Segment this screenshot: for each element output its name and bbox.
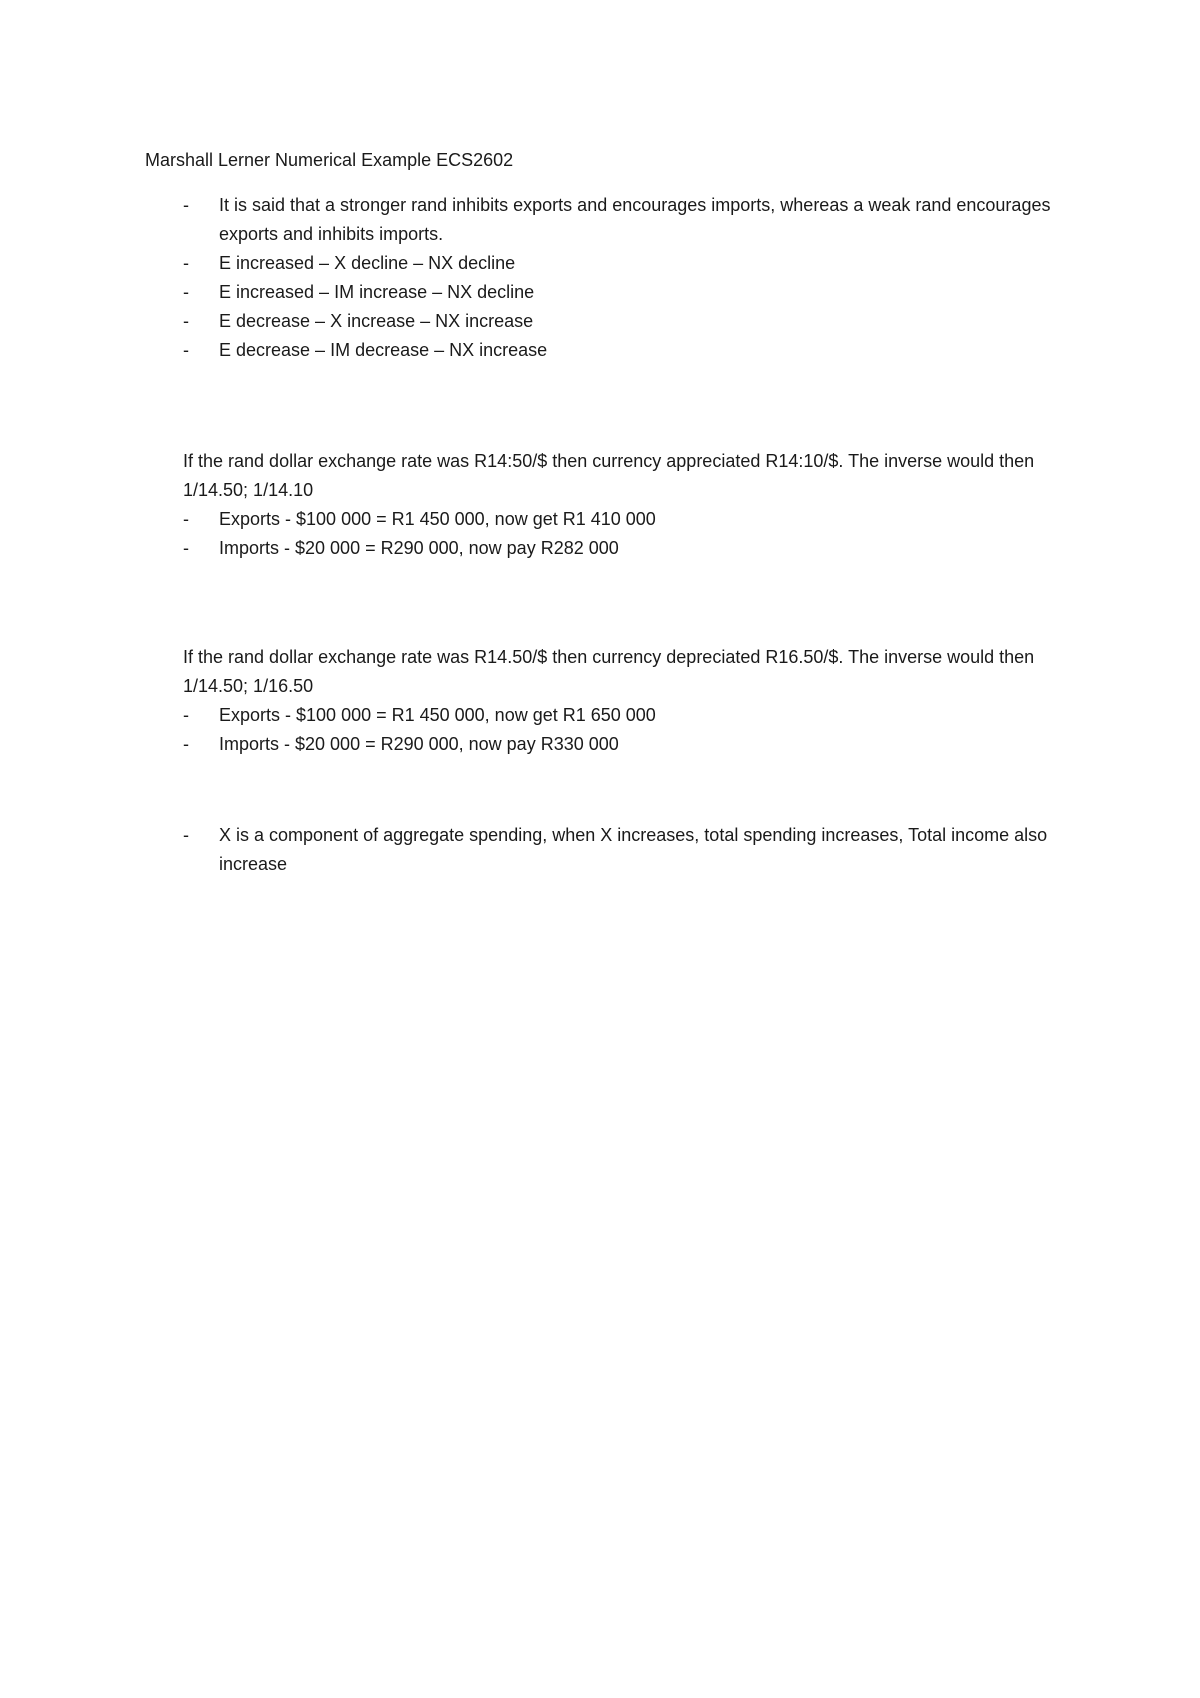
bullet-marker: -	[183, 705, 189, 725]
list-item	[183, 701, 1063, 730]
paragraph-appreciation: If the rand dollar exchange rate was R14:50/$ then currency appreciated R14:10/$. The inverse would then 1/14.50; 1/14.10	[183, 451, 1035, 500]
document-title: Marshall Lerner Numerical Example ECS2602	[145, 150, 514, 170]
bullet-marker: -	[183, 340, 189, 360]
list-item-text: Imports - $20 000 = R290 000, now pay R282 000	[219, 538, 619, 558]
bullet-list-depreciation	[183, 701, 1063, 759]
bullet-marker: -	[183, 253, 189, 273]
list-item-text: Exports - $100 000 = R1 450 000, now get R1 410 000	[219, 509, 656, 529]
bullet-marker: -	[183, 282, 189, 302]
list-item-text: It is said that a stronger rand inhibits exports and encourages imports, whereas a weak rand encourages exports and inhibits imports.	[219, 195, 1051, 244]
bullet-list-effects	[183, 191, 1063, 365]
list-item-text: E increased – IM increase – NX decline	[219, 282, 535, 302]
list-item	[183, 336, 1063, 365]
list-item-text: Imports - $20 000 = R290 000, now pay R330 000	[219, 734, 619, 754]
list-item-text: X is a component of aggregate spending, when X increases, total spending increases, Total income also increase	[219, 825, 1048, 874]
bullet-marker: -	[183, 825, 189, 845]
list-item	[183, 191, 1063, 249]
paragraph-depreciation: If the rand dollar exchange rate was R14.50/$ then currency depreciated R16.50/$. The inverse would then 1/14.50; 1/16.50	[183, 647, 1035, 696]
bullet-list-aggregate-spending	[183, 821, 1063, 879]
list-item	[183, 730, 1063, 759]
list-item-text: E increased – X decline – NX decline	[219, 253, 516, 273]
list-item-text: E decrease – IM decrease – NX increase	[219, 340, 548, 360]
bullet-marker: -	[183, 509, 189, 529]
list-item	[183, 821, 1063, 879]
list-item-text: E decrease – X increase – NX increase	[219, 311, 534, 331]
list-item-text: Exports - $100 000 = R1 450 000, now get R1 650 000	[219, 705, 656, 725]
bullet-marker: -	[183, 195, 189, 215]
bullet-list-appreciation	[183, 505, 1063, 563]
bullet-marker: -	[183, 734, 189, 754]
list-item	[183, 278, 1063, 307]
list-item	[183, 534, 1063, 563]
list-item	[183, 249, 1063, 278]
bullet-marker: -	[183, 311, 189, 331]
bullet-marker: -	[183, 538, 189, 558]
list-item	[183, 505, 1063, 534]
list-item	[183, 307, 1063, 336]
